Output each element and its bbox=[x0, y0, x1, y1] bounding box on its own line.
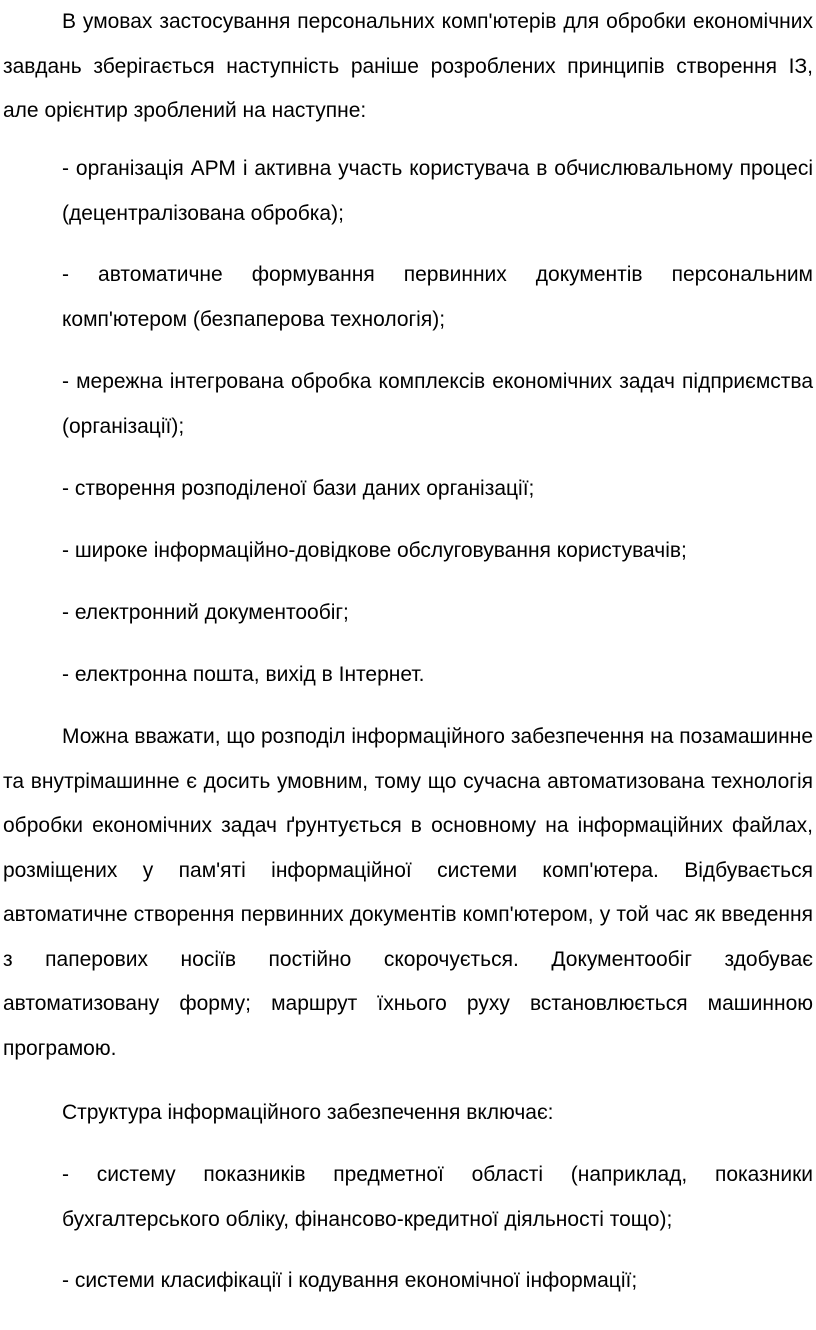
list-item-distributed-database: - створення розподіленої бази даних організації; bbox=[62, 477, 535, 500]
list-item-reference-service: - широке інформаційно-довідкове обслуговування користувачів; bbox=[62, 539, 687, 562]
list-item-email-internet: - електронна пошта, вихід в Інтернет. bbox=[62, 663, 425, 686]
list-item-paperless: - автоматичне формування первинних документів персональним комп'ютером (безпаперова технологія); bbox=[62, 263, 813, 331]
list-item-network-processing: - мережна інтегрована обробка комплексів економічних задач підприємства (організації); bbox=[62, 370, 813, 438]
list-item-workstation: - організація АРМ і активна участь користувача в обчислювальному процесі (децентралізована обробка); bbox=[62, 157, 813, 225]
list-item-e-document-flow: - електронний документообіг; bbox=[62, 601, 349, 624]
list-item-classification: - системи класифікації і кодування економічної інформації; bbox=[62, 1269, 638, 1292]
structure-intro: Структура інформаційного забезпечення включає: bbox=[62, 1101, 554, 1124]
middle-paragraph: Можна вважати, що розподіл інформаційного забезпечення на позамашинне та внутрімашинне є досить умовним, тому що сучасна автоматизована технологія обробки економічних задач ґрунтується в основному на інформаційних файлах, розміщених у пам'яті інформаційної системи комп'ютера. Відбувається автоматичне створення первинних документів комп'ютером, у той час як введення з паперових носіїв постійно скорочується. Документообіг здобуває автоматизовану форму; маршрут їхнього руху встановлюється машинною програмою. bbox=[3, 725, 813, 1060]
intro-paragraph: В умовах застосування персональних комп'ютерів для обробки економічних завдань зберігається наступність раніше розроблених принципів створення ІЗ, але орієнтир зроблений на наступне: bbox=[3, 10, 813, 122]
list-item-indicators: - систему показників предметної області (наприклад, показники бухгалтерського обліку, фінансово-кредитної діяльності тощо); bbox=[62, 1163, 813, 1231]
